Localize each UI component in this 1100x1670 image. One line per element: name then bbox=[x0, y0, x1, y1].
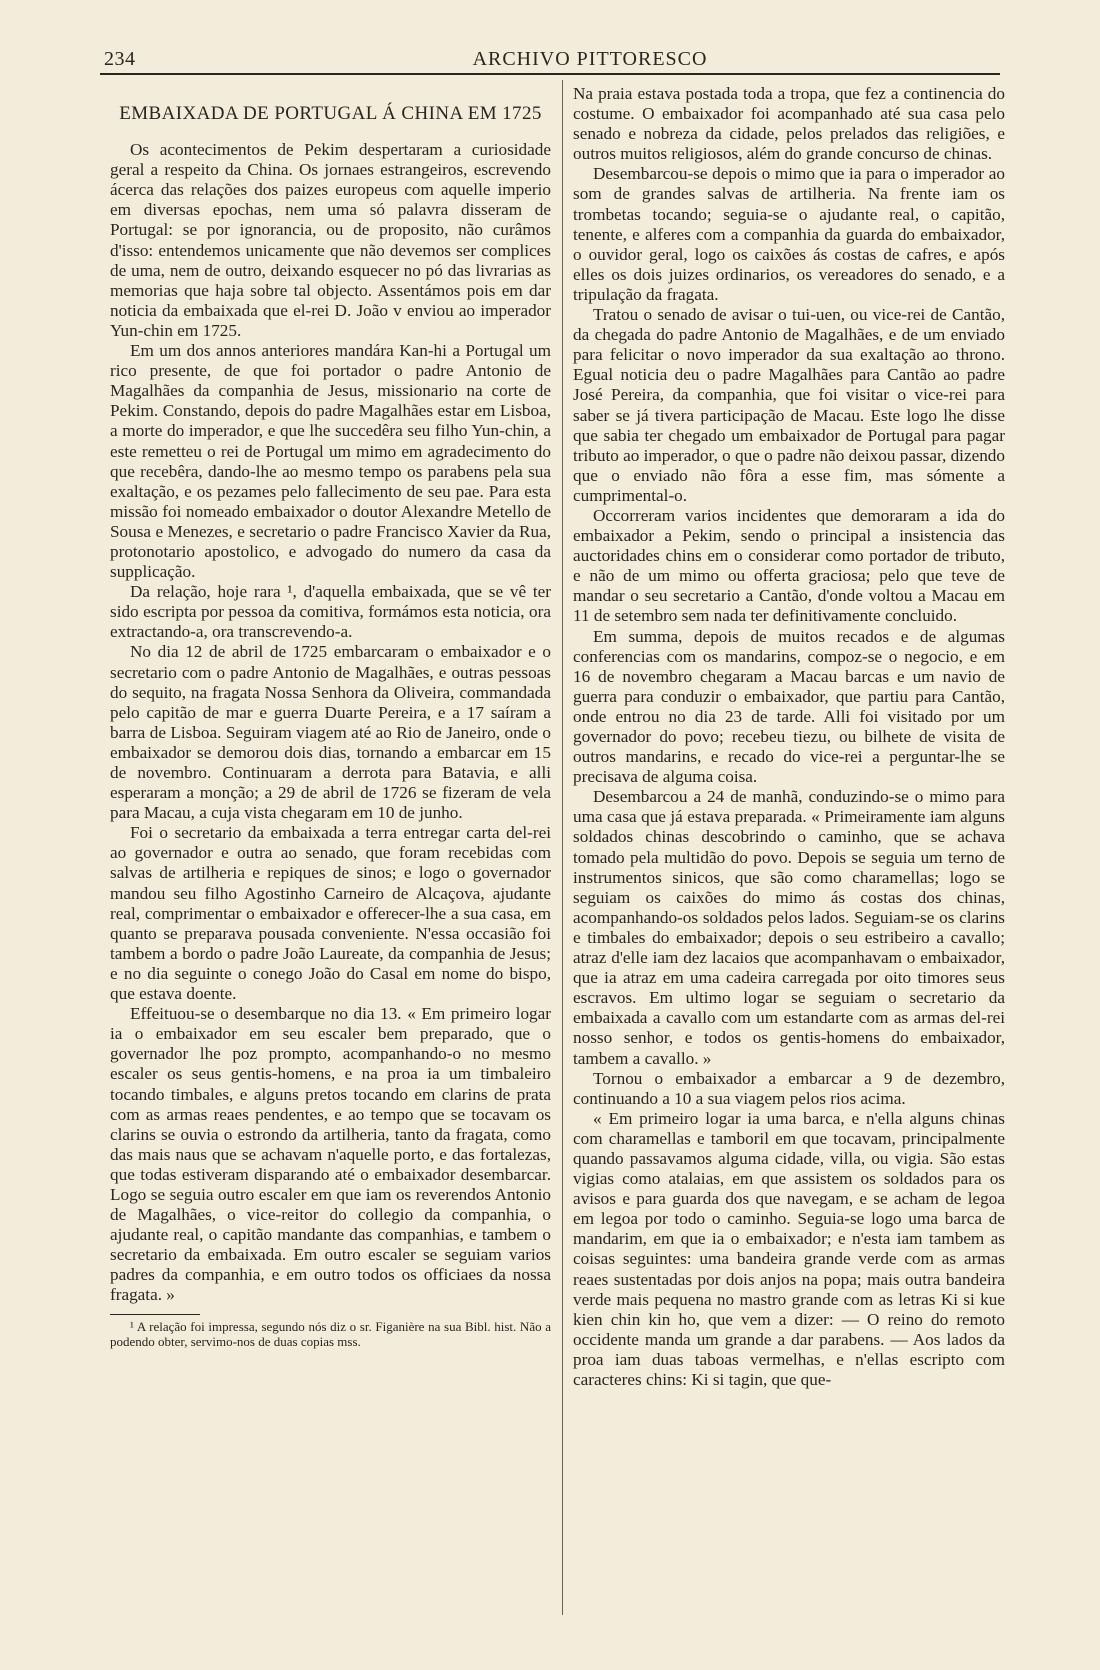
paragraph: « Em primeiro logar ia uma barca, e n'ella alguns chinas com charamellas e tamboril em que tocavam, principalmente quando passavamos alguma cidade, villa, ou vigia. São estas vigias como atalaias, em que assistem os soldados para os avisos e para guarda dos que navegam, e se acham de legoa em legoa por todo o caminho. Seguia-se logo uma barca de mandarim, em que ia o embaixador; e n'esta iam tambem as coisas seguintes: uma bandeira grande verde com as armas reaes sustentadas por dois anjos na popa; mais outra bandeira verde mais pequena no mastro grande com as letras Ki si kue kien chin kin ho, que vem a dizer: — O reino do remoto occidente manda um grande a dar parabens. — Aos lados da proa iam duas taboas vermelhas, e n'ellas escripto com caracteres chins: Ki si tagin, que que- bbox=[573, 1108, 1005, 1389]
footnote-rule bbox=[110, 1314, 200, 1315]
header-rule bbox=[100, 73, 1000, 75]
paragraph: Effeituou-se o desembarque no dia 13. « Em primeiro logar ia o embaixador em seu escaler bem preparado, que o governador lhe poz prompto, acompanhando-o no mesmo escaler os seus gentis-homens, e na proa ia um timbaleiro tocando timbales, e alguns pretos tocando em clarins de prata com as armas reaes pendentes, e ao tempo que se tocavam os clarins se ouvia o estrondo da artilheria, tanto da fragata, como das mais naus que se achavam n'aquelle porto, e das fortalezas, que todas estiveram disparando até o embaixador desembarcar. Logo se seguia outro escaler em que iam os reverendos Antonio de Magalhães, o vice-reitor do collegio da companhia, o ajudante real, o capitão mandante das companhias, e tambem o secretario da embaixada. Em outro escaler se seguiam varios padres da companhia, e em outro todos os officiaes da nossa fragata. » bbox=[110, 1004, 551, 1305]
left-column bbox=[110, 84, 551, 1349]
paragraph: Os acontecimentos de Pekim despertaram a curiosidade geral a respeito da China. Os jornaes estrangeiros, escrevendo ácerca das relações dos paizes europeus com aquelle imperio em diversas epochas, nem uma só palavra disseram de Portugal: se por ignorancia, ou de proposito, não curâmos d'isso: entendemos unicamente que não devemos ser complices de uma, nem de outro, deixando esquecer no pó das livrarias as memorias que haja sobre tal objecto. Assentámos pois em dar noticia da embaixada que el-rei D. João v enviou ao imperador Yun-chin em 1725. bbox=[110, 140, 551, 340]
paragraph: Tratou o senado de avisar o tui-uen, ou vice-rei de Cantão, da chegada do padre Antonio de Magalhães, e de um enviado para felicitar o novo imperador da sua exaltação ao throno. Egual noticia deu o padre Magalhães para Cantão ao padre José Pereira, da companhia, que foi visitar o vice-rei para saber se já tivera participação de Macau. Este logo lhe disse que sabia ter chegado um embaixador de Portugal para pagar tributo ao imperador, o que o padre não deixou passar, dizendo que o enviado não fôra a esse fim, mas sómente a cumprimental-o. bbox=[573, 305, 1005, 505]
paragraph: Tornou o embaixador a embarcar a 9 de dezembro, continuando a 10 a sua viagem pelos rios acima. bbox=[573, 1068, 1005, 1108]
paragraph: Foi o secretario da embaixada a terra entregar carta del-rei ao governador e outra ao senado, que foram recebidas com salvas de artilheria e repiques de sinos; e logo o governador mandou seu filho Agostinho Carneiro de Alcaçova, ajudante real, comprimentar o embaixador e offerecer-lhe a sua casa, em quanto se preparava pousada conveniente. N'essa occasião foi tambem a bordo o padre João Laureate, da companhia de Jesus; e no dia seguinte o conego João do Casal em nome do bispo, que estava doente. bbox=[110, 823, 551, 1004]
article-title: EMBAIXADA DE PORTUGAL Á CHINA EM 1725 bbox=[119, 103, 542, 124]
paragraph: Da relação, hoje rara ¹, d'aquella embaixada, que se vê ter sido escripta por pessoa da comitiva, formámos esta noticia, ora extractando-a, ora transcrevendo-a. bbox=[110, 582, 551, 642]
page-header bbox=[100, 44, 1000, 74]
right-column bbox=[573, 84, 1005, 1390]
paragraph: Em um dos annos anteriores mandára Kan-hi a Portugal um rico presente, de que foi portador o padre Antonio de Magalhães da companhia de Jesus, missionario na corte de Pekim. Constando, depois do padre Magalhães estar em Lisboa, a morte do imperador, e que lhe succedêra seu filho Yun-chin, a este remetteu o rei de Portugal um mimo em agradecimento do que recebêra, dando-lhe ao mesmo tempo os parabens pela sua exaltação, e os pezames pelo fallecimento de seu pae. Para esta missão foi nomeado embaixador o doutor Alexandre Metello de Sousa e Menezes, e secretario o padre Francisco Xavier da Rua, protonotario apostolico, e advogado do numero da casa da supplicação. bbox=[110, 341, 551, 582]
paragraph: Na praia estava postada toda a tropa, que fez a continencia do costume. O embaixador foi acompanhado até sua casa pelo senado e nobreza da cidade, pelos prelados das religiões, e outros muitos religiosos, além do grande concurso de chinas. bbox=[573, 84, 1005, 164]
paragraph: Occorreram varios incidentes que demoraram a ida do embaixador a Pekim, sendo o principal a insistencia das auctoridades chins em o considerar como portador de tributo, e não de um mimo ou offerta graciosa; pelo que teve de mandar o seu secretario a Cantão, d'onde voltou a Macau em 11 de setembro sem nada ter definitivamente concluido. bbox=[573, 505, 1005, 626]
paragraph: No dia 12 de abril de 1725 embarcaram o embaixador e o secretario com o padre Antonio de Magalhães, e outras pessoas do sequito, na fragata Nossa Senhora da Oliveira, commandada pelo capitão de mar e guerra Duarte Pereira, e a 17 saíram a barra de Lisboa. Seguiram viagem até ao Rio de Janeiro, onde o embaixador se demorou dois dias, tornando a embarcar em 15 de novembro. Continuaram a derrota para Batavia, e alli esperaram a monção; a 29 de abril de 1726 se fizeram de vela para Macau, a cuja vista chegaram em 10 de junho. bbox=[110, 642, 551, 823]
running-title: ARCHIVO PITTORESCO bbox=[472, 48, 708, 70]
page-number: 234 bbox=[104, 48, 136, 70]
footnote: ¹ A relação foi impressa, segundo nós diz o sr. Figanière na sua Bibl. hist. Não a podendo obter, servimo-nos de duas copias mss. bbox=[110, 1318, 551, 1349]
paragraph: Desembarcou-se depois o mimo que ia para o imperador ao som de grandes salvas de artilheria. Na frente iam os trombetas tocando; seguia-se o ajudante real, o capitão, tenente, e alferes com a companhia da guarda do embaixador, o ouvidor geral, logo os caixões ás costas de cafres, e após elles os dois juizes ordinarios, os vereadores do senado, e a tripulação da fragata. bbox=[573, 164, 1005, 304]
column-divider bbox=[562, 80, 563, 1615]
paragraph: Desembarcou a 24 de manhã, conduzindo-se o mimo para uma casa que já estava preparada. « Primeiramente iam alguns soldados chinas descobrindo o caminho, que se achava tomado pela multidão do povo. Depois se seguia um terno de instrumentos sinicos, que são como charamellas; logo se seguiam os caixões do mimo ás costas dos chinas, acompanhando-os soldados pelos lados. Seguiam-se os clarins e timbales do embaixador; depois o seu estribeiro a cavallo; atraz d'elle iam dez lacaios que acompanhavam o embaixador, que ia atraz em uma cadeira carregada por oito timores seus escravos. Em ultimo logar se seguiam o secretario da embaixada a cavallo com um estandarte com as armas del-rei nosso senhor, e todos os gentis-homens do embaixador, tambem a cavallo. » bbox=[573, 787, 1005, 1068]
paragraph: Em summa, depois de muitos recados e de algumas conferencias com os mandarins, compoz-se o negocio, e em 16 de novembro chegaram a Macau barcas e um navio de guerra para conduzir o embaixador, que partiu para Cantão, onde entrou no dia 23 de tarde. Alli foi visitado por um governador do povo; recebeu tiezu, ou bilhete de visita de outros mandarins, e recado do vice-rei a perguntar-lhe se precisava de alguma coisa. bbox=[573, 626, 1005, 787]
